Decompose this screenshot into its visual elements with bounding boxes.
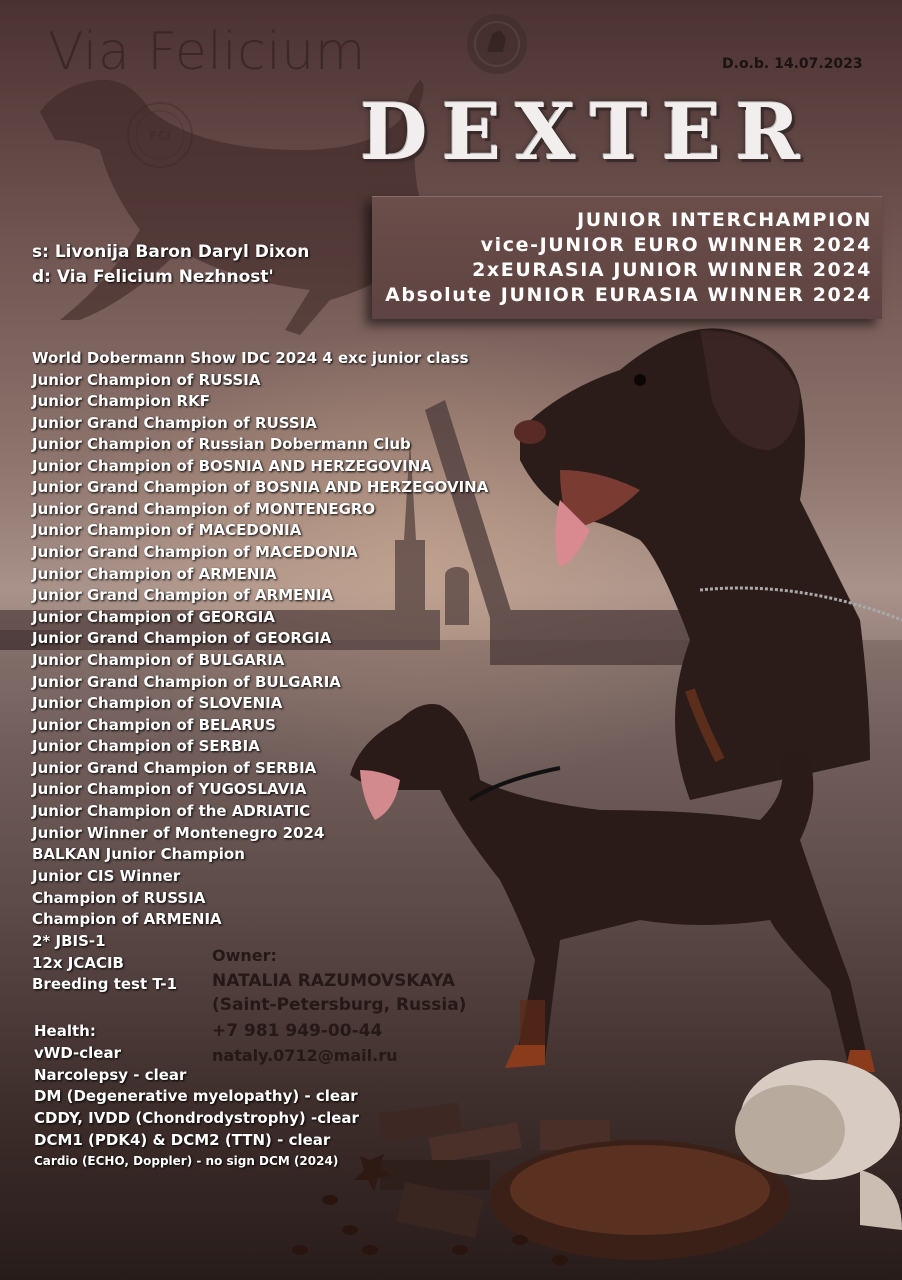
owner-label: Owner: (212, 946, 277, 965)
achievement-item: Junior Champion of BOSNIA AND HERZEGOVINA (32, 457, 432, 475)
achievement-item: Junior Grand Champion of RUSSIA (32, 414, 317, 432)
achievement-item: World Dobermann Show IDC 2024 4 exc junior class (32, 349, 469, 367)
achievement-item: Junior Champion of YUGOSLAVIA (32, 780, 307, 798)
date-of-birth: D.o.b. 14.07.2023 (722, 56, 863, 72)
major-titles-box (372, 196, 882, 319)
owner-city: (Saint-Petersburg, Russia) (212, 995, 467, 1015)
major-title: Absolute JUNIOR EURASIA WINNER 2024 (385, 284, 872, 306)
dog-name (360, 88, 800, 178)
dog-name-letter: R (735, 87, 800, 178)
health-item: Narcolepsy - clear (34, 1066, 187, 1084)
achievement-item: BALKAN Junior Champion (32, 845, 245, 863)
achievement-item: Junior Champion of BULGARIA (32, 651, 285, 669)
achievement-item: Junior Champion of ARMENIA (32, 565, 277, 583)
achievement-item: Champion of ARMENIA (32, 910, 222, 928)
health-item: DCM1 (PDK4) & DCM2 (TTN) - clear (34, 1131, 331, 1149)
achievement-item: Junior Grand Champion of BULGARIA (32, 673, 341, 691)
health-item: vWD-clear (34, 1044, 122, 1062)
achievement-item: Junior Champion of RUSSIA (32, 371, 261, 389)
achievement-item: Champion of RUSSIA (32, 889, 206, 907)
achievement-item: Junior Champion of SLOVENIA (32, 694, 283, 712)
dog-name-letter: X (515, 87, 576, 178)
health-item: CDDY, IVDD (Chondrodystrophy) -clear (34, 1109, 359, 1127)
dog-name-letter: E (441, 87, 502, 178)
owner-phone: +7 981 949-00-44 (212, 1021, 383, 1041)
achievement-item: Junior Grand Champion of GEORGIA (32, 629, 332, 647)
achievement-item: Junior Champion of GEORGIA (32, 608, 275, 626)
chocolate-and-coffee (292, 1060, 902, 1265)
achievement-item: Junior Grand Champion of MONTENEGRO (32, 500, 376, 518)
achievement-item: Junior Champion of BELARUS (32, 716, 276, 734)
kennel-name: Via Felicium (48, 22, 366, 82)
achievement-item: 2* JBIS-1 (32, 932, 106, 950)
health-item: DM (Degenerative myelopathy) - clear (34, 1087, 358, 1105)
dog-name-letter: D (360, 87, 428, 178)
club-logo-icon (467, 14, 527, 74)
achievement-item: Junior Grand Champion of ARMENIA (32, 586, 334, 604)
dog-name-letter: T (589, 87, 648, 178)
achievement-item: Breeding test T-1 (32, 975, 178, 993)
health-label: Health: (34, 1022, 96, 1040)
major-title: vice-JUNIOR EURO WINNER 2024 (480, 234, 872, 256)
achievement-item: Junior Champion of the ADRIATIC (32, 802, 311, 820)
achievement-item: Junior Grand Champion of MACEDONIA (32, 543, 358, 561)
owner-email: nataly.0712@mail.ru (212, 1046, 398, 1065)
owner-name: NATALIA RAZUMOVSKAYA (212, 971, 455, 991)
achievement-item: Junior Champion of MACEDONIA (32, 521, 302, 539)
major-title: JUNIOR INTERCHAMPION (577, 209, 872, 231)
sire: s: Livonija Baron Daryl Dixon (32, 242, 310, 262)
dog-name-letter: E (661, 87, 722, 178)
achievement-item: Junior Winner of Montenegro 2024 (32, 824, 325, 842)
dam: d: Via Felicium Nezhnost' (32, 267, 274, 287)
health-item: Cardio (ECHO, Doppler) - no sign DCM (2024) (34, 1154, 339, 1168)
achievement-item: Junior Champion of Russian Dobermann Club (32, 435, 411, 453)
achievement-item: Junior Champion of SERBIA (32, 737, 260, 755)
achievement-item: 12x JCACIB (32, 954, 124, 972)
achievement-item: Junior Grand Champion of BOSNIA AND HERZEGOVINA (32, 478, 489, 496)
achievement-item: Junior CIS Winner (32, 867, 181, 885)
major-title: 2xEURASIA JUNIOR WINNER 2024 (472, 259, 872, 281)
achievement-item: Junior Champion RKF (32, 392, 210, 410)
achievement-item: Junior Grand Champion of SERBIA (32, 759, 317, 777)
